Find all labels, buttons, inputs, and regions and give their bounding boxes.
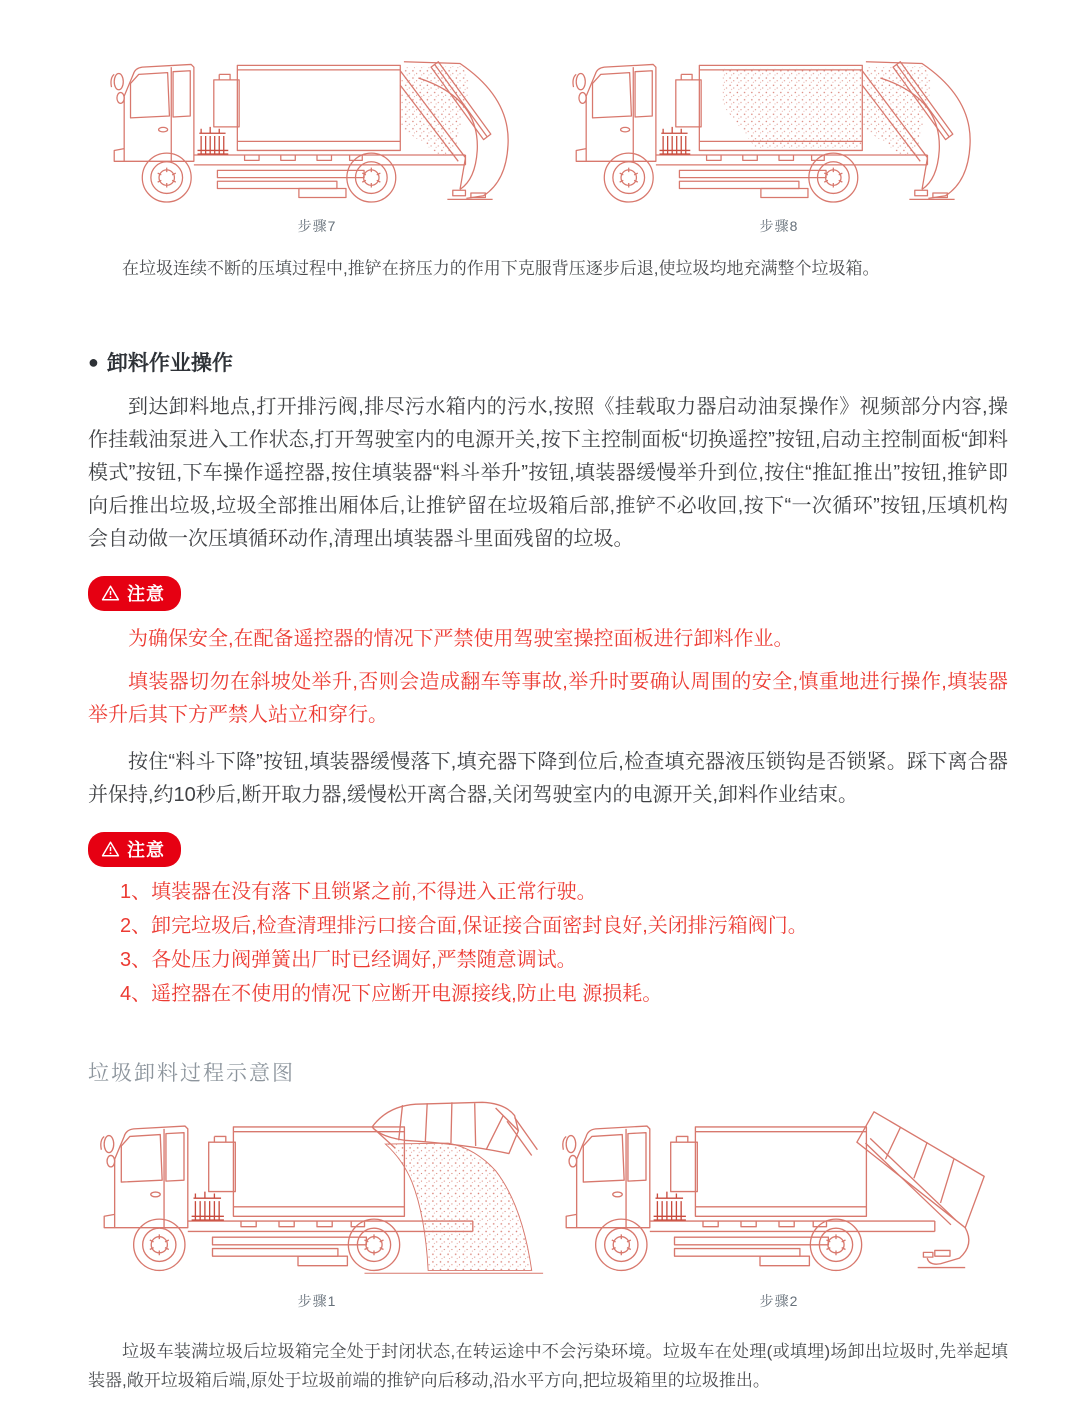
truck-illustration-step2-icon — [551, 1099, 1007, 1287]
figure-bottom-caption: 垃圾车装满垃圾后垃圾箱完全处于封闭状态,在转运途中不会污染环境。垃圾车在处理(或填埋)场卸出垃圾时,先举起填装器,敞开垃圾箱后端,原处于垃圾前端的推铲向后移动,沿水平方向,把垃圾箱里的垃圾推出。 — [88, 1342, 1008, 1390]
figure-step7 — [88, 40, 546, 236]
notice-badge-label: 注意 — [127, 584, 165, 604]
notice-badge-1 — [88, 576, 181, 611]
step-label: 步骤8 — [759, 218, 799, 234]
truck-illustration-step7-icon — [89, 40, 545, 212]
figure-step1 — [88, 1099, 546, 1311]
warning-line: 为确保安全,在配备遥控器的情况下严禁使用驾驶室操控面板进行卸料作业。 — [128, 628, 794, 650]
warning-line: 填装器切勿在斜坡处举升,否则会造成翻车等事故,举升时要确认周围的安全,慎重地进行操作,填装器举升后其下方严禁人站立和穿行。 — [88, 671, 1008, 726]
paragraph-unloading-steps: 到达卸料地点,打开排污阀,排尽污水箱内的污水,按照《挂载取力器启动油泵操作》视频部分内容,操作挂载油泵进入工作状态,打开驾驶室内的电源开关,按下主控制面板“切换遥控”按钮,启动主控制面板“卸料模式”按钮,下车操作遥控器,按住填装器“料斗举升”按钮,填装器缓慢举升到位,按住“推缸推出”按钮,推铲即向后推出垃圾,垃圾全部推出厢体后,让推铲留在垃圾箱后部,推铲不必收回,按下“一次循环”按钮,压填机构会自动做一次压填循环动作,清理出填装器斗里面残留的垃圾。 — [88, 396, 1008, 550]
step-label: 步骤7 — [297, 218, 337, 234]
paragraph-lowering-steps: 按住“料斗下降”按钮,填装器缓慢落下,填充器下降到位后,检查填充器液压锁钩是否锁紧。踩下离合器并保持,约10秒后,断开取力器,缓慢松开离合器,关闭驾驶室内的电源开关,卸料作业结束。 — [88, 751, 1008, 806]
step-label: 步骤2 — [759, 1293, 799, 1309]
warning-list-item: 1、填装器在没有落下且锁紧之前,不得进入正常行驶。 — [120, 881, 597, 903]
section-heading — [88, 347, 1008, 377]
truck-illustration-step1-icon — [89, 1099, 545, 1287]
warning-list-item: 2、卸完垃圾后,检查清理排污口接合面,保证接合面密封良好,关闭排污箱阀门。 — [120, 915, 808, 937]
notice-badge-label: 注意 — [127, 840, 165, 860]
warning-triangle-icon — [101, 584, 120, 602]
notice-badge-2 — [88, 832, 181, 867]
warning-list-item: 3、各处压力阀弹簧出厂时已经调好,严禁随意调试。 — [120, 949, 577, 971]
truck-illustration-step8-icon — [551, 40, 1007, 212]
figure-bottom-title: 垃圾卸料过程示意图 — [88, 1062, 295, 1085]
section-title: 卸料作业操作 — [106, 352, 233, 375]
figure-step2 — [550, 1099, 1008, 1311]
step-label: 步骤1 — [297, 1293, 337, 1309]
figure-top-caption: 在垃圾连续不断的压填过程中,推铲在挤压力的作用下克服背压逐步后退,使垃圾均地充满整个垃圾箱。 — [122, 259, 880, 278]
warning-list-item: 4、遥控器在不使用的情况下应断开电源接线,防止电 源损耗。 — [120, 983, 663, 1005]
warning-triangle-icon — [101, 840, 120, 858]
section-bullet-icon: ● — [88, 352, 99, 372]
figure-step8 — [550, 40, 1008, 236]
figure-top — [88, 40, 1008, 236]
warning-list — [88, 875, 1008, 1011]
figure-bottom — [88, 1099, 1008, 1311]
